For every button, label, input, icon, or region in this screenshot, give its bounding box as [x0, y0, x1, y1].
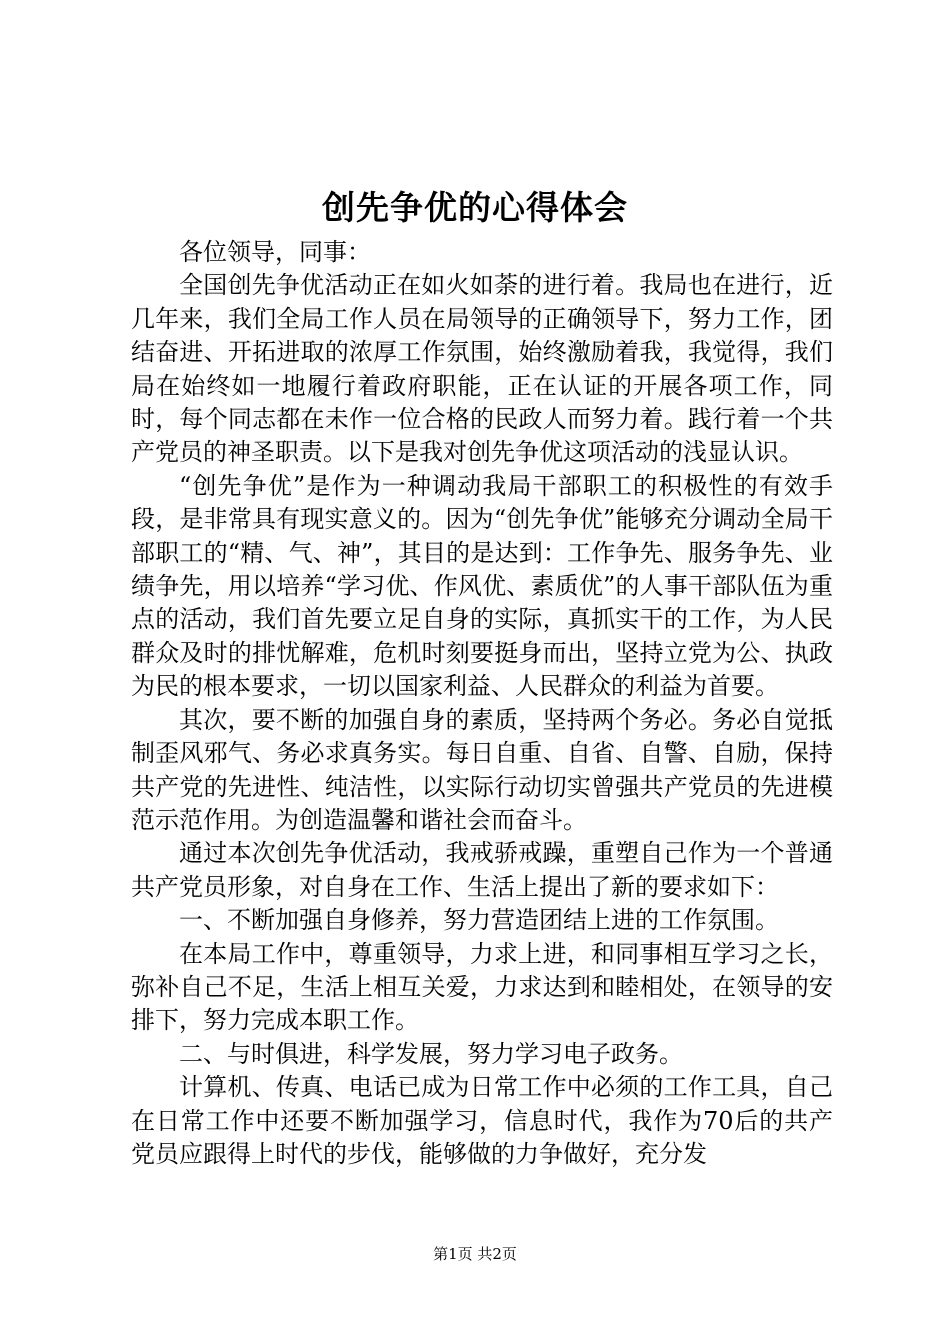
- section-heading: 一、不断加强自身修养，努力营造团结上进的工作氛围。: [179, 906, 779, 935]
- document-body: [131, 236, 833, 1171]
- section-heading: 二、与时俱进，科学发展，努力学习电子政务。: [179, 1039, 683, 1068]
- document-title: 创先争优的心得体会: [322, 188, 628, 227]
- paragraph: 通过本次创先争优活动，我戒骄戒躁，重塑自己作为一个普通共产党员形象，对自身在工作、生活上提出了新的要求如下：: [131, 839, 833, 901]
- page-number-footer: 第1页 共2页: [433, 1245, 517, 1263]
- paragraph-salutation: 各位领导，同事：: [179, 238, 371, 266]
- paragraph: “创先争优”是作为一种调动我局干部职工的积极性的有效手段，是非常具有现实意义的。因为“创先争优”能够充分调动全局干部职工的“精、气、神”，其目的是达到：工作争先、服务争先、业绩争先，用以培养“学习优、作风优、素质优”的人事干部队伍为重点的活动，我们首先要立足自身的实际，真抓实干的工作，为人民群众及时的排忧解难，危机时刻要挺身而出，坚持立党为公、执政为民的根本要求，一切以国家利益、人民群众的利益为首要。: [131, 471, 833, 701]
- paragraph: 其次，要不断的加强自身的素质，坚持两个务必。务必自觉抵制歪风邪气、务必求真务实。每日自重、自省、自警、自励，保持共产党的先进性、纯洁性，以实际行动切实曾强共产党员的先进模范示范作用。为创造温馨和谐社会而奋斗。: [131, 705, 833, 834]
- paragraph: 计算机、传真、电话已成为日常工作中必须的工作工具，自己在日常工作中还要不断加强学习，信息时代，我作为70后的共产党员应跟得上时代的步伐，能够做的力争做好，充分发: [131, 1073, 833, 1168]
- paragraph: 在本局工作中，尊重领导，力求上进，和同事相互学习之长，弥补自己不足，生活上相互关爱，力求达到和睦相处，在领导的安排下，努力完成本职工作。: [131, 939, 833, 1035]
- paragraph: 全国创先争优活动正在如火如荼的进行着。我局也在进行，近几年来，我们全局工作人员在局领导的正确领导下，努力工作，团结奋进、开拓进取的浓厚工作氛围，始终激励着我，我觉得，我们局在始终如一地履行着政府职能，正在认证的开展各项工作，同时，每个同志都在未作一位合格的民政人而努力着。践行着一个共产党员的神圣职责。以下是我对创先争优这项活动的浅显认识。: [131, 271, 833, 467]
